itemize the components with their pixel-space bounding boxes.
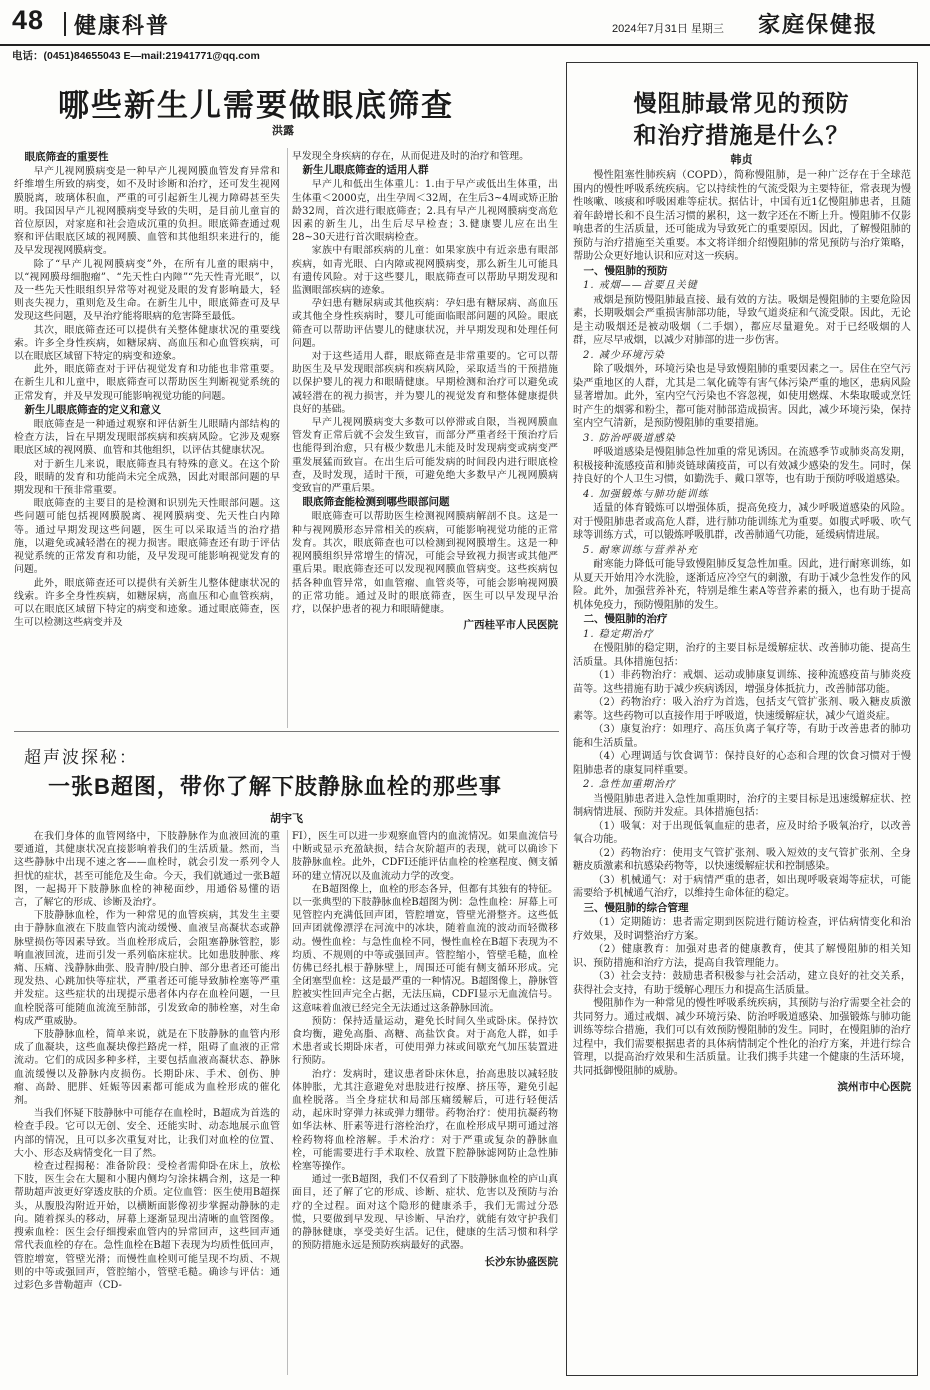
paragraph: 适量的体育锻炼可以增强体质，提高免疫力，减少呼吸道感染的风险。对于慢阻肺患者或高危人群，进行肺功能训练尤为重要。如腹式呼吸、吹气球等训练方式，可以锻炼呼吸肌群，改善肺通气功能，延缓病情进展。 bbox=[573, 503, 911, 541]
paragraph: （3）社会支持：鼓励患者积极参与社会活动，建立良好的社交关系，获得社会支持，有助于缓解心理压力和提高生活质量。 bbox=[573, 971, 911, 996]
masthead bbox=[0, 0, 930, 46]
paragraph: 此外，眼底筛查对于评估视觉发育和功能也非常重要。在新生儿和儿童中，眼底筛查可以帮助医生判断视觉系统的正常发育，并及早发现可能影响视觉功能的问题。 bbox=[14, 364, 280, 402]
paragraph: 对于新生儿来说，眼底筛查具有特殊的意义。在这个阶段，眼睛的发育和功能尚未完全成熟，因此对眼部问题的早期发现和干预非常重要。 bbox=[14, 458, 280, 497]
paragraph: 戒烟是预防慢阻肺最直接、最有效的方法。吸烟是慢阻肺的主要危险因素，长期吸烟会严重损害肺部功能，导致气道炎症和气流受限。因此，无论是主动吸烟还是被动吸烟（二手烟），都应尽量避免。对于已经吸烟的人群，应尽早戒烟，以减少对肺部的进一步伤害。 bbox=[573, 294, 911, 346]
paragraph: 下肢静脉血栓，作为一种常见的血管疾病，其发生主要由于静脉血液在下肢血管内流动缓慢、血液呈高凝状态或静脉壁损伤等因素导致。当血栓形成后，会阻塞静脉管腔，影响血液回流，进而引发一系列临床症状。比如患肢肿胀、疼痛、压痛、浅静脉曲张、股青肿/股白肿、部分患者还可能出现发热、心跳加快等症状，严重者还可能导致肺栓塞等严重并发症。这些症状的出现提示患者体内存在血栓问题，一旦血栓脱落可能随血流流至肺部，引发致命的肺栓塞，对生命构成严重威胁。 bbox=[14, 910, 280, 1027]
article3-author: 韩贞 bbox=[730, 154, 753, 166]
article2-column-1 bbox=[14, 830, 280, 1375]
paragraph: 早产儿视网膜病变是一种早产儿视网膜血管发育异常和纤维增生所致的病变，如不及时诊断和治疗，还可发生视网膜脱离，玻璃体积血，严重的可引起新生儿视力障碍甚至失明。我国因早产儿视网膜病变导致的失明，是目前儿童盲的首位原因，对家庭和社会造成沉重的负担。眼底筛查通过观察和评估眼底区域的视网膜、血管和其他组织来进行的，能及早发现视网膜病变。 bbox=[14, 166, 280, 257]
paragraph: （4）心理调适与饮食调节：保持良好的心态和合理的饮食习惯对于慢阻肺患者的康复同样重要。 bbox=[573, 751, 911, 776]
publication-name: 家庭保健报 bbox=[758, 12, 879, 38]
source-credit: 广西桂平市人民医院 bbox=[463, 619, 558, 632]
paragraph: 眼底筛查可以帮助医生检测视网膜病解剖不良。这是一种与视网膜形态异常相关的疾病，可能影响视觉功能的正常发育。其次，眼底筛查也可以检测到视网膜增生。这是一种视网膜组织异常增生的情况，可能会导致视力损害或其他严重后果。眼底筛查还可以发现视网膜血管病变。这些疾病包括各种血管异常，如血管瘤、血管炎等，可能会影响视网膜的正常功能。通过及时的眼底筛查，医生可以早发现早治疗，以保护患者的视力和眼睛健康。 bbox=[292, 511, 558, 615]
paragraph: （1）定期随访：患者需定期到医院进行随访检查，评估病情变化和治疗效果，及时调整治疗方案。 bbox=[573, 917, 911, 942]
numbered-subheading: 1. 稳定期治疗 bbox=[583, 628, 654, 640]
paragraph: 通过一张B超图，我们不仅看到了下肢静脉血栓的庐山真面目，还了解了它的形成、诊断、症状、危害以及预防与治疗的全过程。面对这个隐形的健康杀手，我们无需过分恐慌，只要做到早发现、早诊断、早治疗，就能有效守护我们的静脉健康，享受美好生活。记住，健康的生活习惯和科学的预防措施永远是预防疾病最好的武器。 bbox=[292, 1174, 558, 1252]
subheading: 二、慢阻肺的治疗 bbox=[583, 613, 668, 625]
numbered-subheading: 4. 加强锻炼与肺功能训练 bbox=[583, 488, 709, 500]
section-divider bbox=[14, 731, 559, 732]
paragraph: 家族中有眼部疾病的儿童：如果家族中有近亲患有眼部疾病，如青光眼、白内障或视网膜病变，那么新生儿可能具有遗传风险。对于这些婴儿，眼底筛查可以帮助早期发现和监测眼部疾病的迹象。 bbox=[292, 245, 558, 297]
paragraph: 当慢阻肺患者进入急性加重期时，治疗的主要目标是迅速缓解症状、控制病情进展、预防并发症。具体措施包括： bbox=[573, 793, 911, 818]
page-number: 48 bbox=[12, 5, 45, 35]
paragraph: 除了“早产儿视网膜病变”外，在所有儿童的眼病中，以“视网膜母细胞瘤”、“先天性白内障”“先天性青光眼”，以及一些先天性眼组织异常等对视觉及眼的发育影响最大，轻则丧失视力，重则危及生命。在新生儿中，眼底筛查可及早发现这些问题，及早治疗能将眼病的危害降至最低。 bbox=[14, 258, 280, 323]
article3-frame bbox=[566, 62, 918, 1376]
paragraph: 孕妇患有糖尿病或其他疾病：孕妇患有糖尿病、高血压或其他全身性疾病时，婴儿可能面临眼部问题的风险。眼底筛查可以帮助评估婴儿的健康状况，并早期发现和处理任何问题。 bbox=[292, 298, 558, 349]
article1-title: 哪些新生儿需要做眼底筛查 bbox=[58, 88, 454, 123]
paragraph: 耐寒能力降低可能导致慢阻肺反复急性加重。因此，进行耐寒训练，如从夏天开始用冷水洗脸，逐渐适应冷空气的刺激，有助于减少急性发作的风险。此外，加强营养补充，特别是维生素A等营养素的摄入，也有助于提高机体免疫力，预防慢阻肺的发生。 bbox=[573, 559, 911, 611]
paragraph: 慢性阻塞性肺疾病（COPD），简称慢阻肺，是一种广泛存在于全球范围内的慢性呼吸系统疾病。它以持续性的气流受限为主要特征，常表现为慢性咳嗽、咳痰和呼吸困难等症状。据估计，中国有近1亿慢阻肺患者，且随着年龄增长和不良生活习惯的累积，这一数字还在不断上升。慢阻肺不仅影响患者的生活质量，还可能成为导致死亡的重要原因。因此，了解慢阻肺的预防与治疗措施至关重要。本文将详细介绍慢阻肺的常见预防与治疗策略，帮助公众更好地认识和应对这一疾病。 bbox=[573, 170, 911, 262]
publication-date: 2024年7月31日 星期三 bbox=[612, 23, 724, 35]
article2-author: 胡宇飞 bbox=[270, 813, 303, 825]
article2-column-2 bbox=[292, 830, 558, 1375]
source-credit: 长沙东协盛医院 bbox=[484, 1255, 558, 1268]
paragraph: 下肢静脉血栓，简单来说，就是在下肢静脉的血管内形成了血凝块，这些血凝块像拦路虎一样，阻碍了血液的正常流动。它们的成因多种多样，主要包括血液高凝状态、静脉血流缓慢以及静脉内皮损伤。长期卧床、手术、创伤、肿瘤、高龄、肥胖、妊娠等因素都可能成为血栓形成的催化剂。 bbox=[14, 1029, 280, 1107]
article3-title-line-2: 和治疗措施是什么？ bbox=[633, 122, 850, 148]
column-divider bbox=[287, 148, 288, 728]
paragraph: 早产儿视网膜病变大多数可以停滞或自限，当视网膜血管发育正常后就不会发生致盲，而部分严重者经干预治疗后也能得到治愈，只有极少数患儿未能及时发现病变或病变严重发展猛而致盲。在出生后可能发病的时间段内进行眼底检查，及时发现，适时干预，可避免绝大多数早产儿视网膜病变致盲的严重后果。 bbox=[292, 417, 558, 495]
source-credit: 滨州市中心医院 bbox=[837, 1081, 911, 1093]
numbered-subheading: 3. 防治呼吸道感染 bbox=[583, 432, 676, 444]
paragraph-continued: FI），医生可以进一步观察血管内的血流情况。如果血流信号中断或显示充盈缺损，结合灰阶超声的表现，就可以确诊下肢静脉血栓。此外，CDFI还能评估血栓的栓塞程度、侧支循环的建立情况以及血流动力学的改变。 bbox=[292, 831, 558, 882]
subheading: 新生儿眼底筛查的适用人群 bbox=[302, 164, 429, 177]
paragraph: 当我们怀疑下肢静脉中可能存在血栓时，B超成为首选的检查手段。它可以无创、安全、还能实时、动态地展示血管内部的情况，且可以多次重复对比，让我们对血栓的位置、大小、形态及病情变化一目了然。 bbox=[14, 1108, 280, 1159]
paragraph: 其次，眼底筛查还可以提供有关整体健康状况的重要线索。许多全身性疾病，如糖尿病、高血压和心血管疾病，可以在眼底区域留下特定的病变和迹象。 bbox=[14, 324, 280, 363]
subheading: 新生儿眼底筛查的定义和意义 bbox=[24, 403, 161, 416]
article3-body bbox=[573, 169, 911, 1371]
article1-column-1 bbox=[14, 150, 280, 728]
paragraph: （1）非药物治疗：戒烟、运动或肺康复训练、接种流感疫苗与肺炎疫苗等。这些措施有助于减少疾病诱因，增强身体抵抗力，改善肺部功能。 bbox=[573, 670, 911, 695]
article2-title: 一张B超图，带你了解下肢静脉血栓的那些事 bbox=[48, 774, 502, 799]
masthead-divider bbox=[64, 12, 66, 36]
paragraph: （2）药物治疗：使用支气管扩张剂、吸入短效的支气管扩张剂、全身糖皮质激素和抗感染药物等，以快速缓解症状和控制感染。 bbox=[573, 847, 911, 872]
article1-author: 洪露 bbox=[272, 125, 294, 137]
subheading: 三、慢阻肺的综合管理 bbox=[583, 901, 689, 914]
paragraph: 除了吸烟外，环境污染也是导致慢阻肺的重要因素之一。居住在空气污染严重地区的人群，尤其是二氧化硫等有害气体污染严重的地区，患病风险显著增加。此外，室内空气污染也不容忽视，如使用燃煤、木柴取暖或烹饪时产生的烟雾和粉尘，都可能对肺部造成损害。因此，减少环境污染，保持室内空气清新，是预防慢阻肺的重要措施。 bbox=[573, 364, 911, 429]
paragraph: 慢阻肺作为一种常见的慢性呼吸系统疾病，其预防与治疗需要全社会的共同努力。通过戒烟、减少环境污染、防治呼吸道感染、加强锻炼与肺功能训练等综合措施，我们可以有效预防慢阻肺的发生。同时，在慢阻肺的治疗过程中，我们需要根据患者的具体病情制定个性化的治疗方案，并进行综合管理，以提高治疗效果和生活质量。让我们携手共建一个健康的生活环境，共同抵御慢阻肺的威胁。 bbox=[573, 998, 911, 1077]
subheading: 眼底筛查的重要性 bbox=[24, 151, 109, 163]
paragraph: 眼底筛查是一种通过观察和评估新生儿眼睛内部结构的检查方法，旨在早期发现眼部疾病和疾病风险。它涉及观察眼底区域的视网膜、血管和其他组织，以评估其健康状况。 bbox=[14, 419, 280, 457]
paragraph: 检查过程揭秘：准备阶段：受检者需仰卧在床上，放松下肢，医生会在大腿和小腿内侧均匀涂抹耦合剂，这是一种帮助超声波更好穿透皮肤的介质。定位血管：医生使用B超探头，从腹股沟附近开始，以横断面影像初步掌握动静脉的走向。随着探头的移动，屏幕上逐渐显现出清晰的血管图像。搜索血栓：医生会仔细搜索血管内的异常回声，这些回声通常代表血栓的存在。急性血栓在B超下表现为均质性低回声，管腔增宽，管壁光滑；而慢性血栓则可能呈现不均质、不规则的中等或强回声，管腔缩小，管壁毛糙。确诊与评估：通过彩色多普勒超声（CD- bbox=[14, 1161, 280, 1291]
column-divider bbox=[287, 830, 288, 1375]
paragraph: 此外，眼底筛查还可以提供有关新生儿整体健康状况的线索。许多全身性疾病，如糖尿病，高血压和心血管疾病，可以在眼底区域留下特定的病变和迹象。通过眼底筛查，医生可以检测这些病变并及 bbox=[14, 577, 280, 629]
numbered-subheading: 2. 急性加重期治疗 bbox=[583, 779, 676, 790]
paragraph: （2）药物治疗：吸入治疗为首选，包括支气管扩张剂、吸入糖皮质激素等。这些药物可以直接作用于呼吸道，快速缓解症状，减少气道炎症。 bbox=[573, 697, 911, 722]
paragraph: 在慢阻肺的稳定期，治疗的主要目标是缓解症状、改善肺功能、提高生活质量。具体措施包括： bbox=[573, 643, 911, 668]
subheading: 一、慢阻肺的预防 bbox=[583, 264, 668, 277]
article2-kicker: 超声波探秘： bbox=[24, 748, 138, 768]
paragraph: 眼底筛查的主要目的是检测和识别先天性眼部问题。这些问题可能包括视网膜脱离、视网膜病变、先天性白内障等。通过早期发现这些问题，医生可以采取适当的治疗措施，以避免或减轻潜在的视力损害。眼底筛查还有助于评估视觉系统的正常发育和功能，及早发现可能影响视觉发育的问题。 bbox=[14, 498, 280, 576]
paragraph: 对于这些适用人群，眼底筛查是非常重要的。它可以帮助医生及早发现眼部疾病和疾病风险，采取适当的干预措施以保护婴儿的视力和眼睛健康。早期检测和治疗可以避免或减轻潜在的视力损害，并为婴儿的视觉发育和整体健康提供良好的基础。 bbox=[292, 351, 558, 415]
paragraph: 早产儿和低出生体重儿：1.由于早产或低出生体重，出生体重＜2000克，出生孕周＜32周，在生后3~4周或矫正胎龄32周，首次进行眼底筛查；2.具有早产儿视网膜病变高危因素的新生儿，出生后尽早检查；3.健康婴儿应在出生28~30天进行首次眼病检查。 bbox=[292, 179, 558, 244]
article3-title-line-1: 慢阻肺最常见的预防 bbox=[633, 90, 850, 116]
numbered-subheading: 1. 戒烟——首要且关键 bbox=[583, 280, 698, 291]
paragraph: 预防：保持适量运动，避免长时间久坐或卧床。保持饮食均衡，避免高脂、高糖、高盐饮食。对于高危人群，如手术患者或长期卧床者，可使用弹力袜或间歇充气加压装置进行预防。 bbox=[292, 1015, 558, 1067]
paragraph: （2）健康教育：加强对患者的健康教育，使其了解慢阻肺的相关知识、预防措施和治疗方法，提高自我管理能力。 bbox=[573, 944, 911, 969]
numbered-subheading: 5. 耐寒训练与营养补充 bbox=[583, 544, 698, 556]
subheading: 眼底筛查能检测到哪些眼部问题 bbox=[302, 496, 450, 509]
section-name: 健康科普 bbox=[74, 13, 171, 39]
paragraph: 在我们身体的血管网络中，下肢静脉作为血液回流的重要通道，其健康状况直接影响着我们的生活质量。然而，当这些静脉中出现不速之客——血栓时，就会引发一系列令人担忧的症状，甚至可能危及生命。今天，我们就通过一张B超图，一起揭开下肢静脉血栓的神秘面纱，用通俗易懂的语言，了解它的形成、诊断及治疗。 bbox=[14, 831, 280, 909]
paragraph: （3）康复治疗：如理疗、高压负离子氧疗等，有助于改善患者的肺功能和生活质量。 bbox=[573, 724, 911, 749]
paragraph: 治疗：发病时，建议患者卧床休息，抬高患肢以减轻肢体肿胀，尤其注意避免对患肢进行按摩、挤压等，避免引起血栓脱落。当全身症状和局部压痛缓解后，可进行轻便活动，起床时穿弹力袜或弹力绷带。药物治疗：使用抗凝药物如华法林、肝素等进行溶栓治疗，在血栓形成早期可通过溶栓药物将血栓溶解。手术治疗：对于严重或复杂的静脉血栓，可能需要进行手术取栓、放置下腔静脉滤网防止急性肺栓塞等操作。 bbox=[292, 1068, 558, 1173]
paragraph: 呼吸道感染是慢阻肺急性加重的常见诱因。在流感季节或肺炎高发期，积极接种流感疫苗和肺炎链球菌疫苗，可以有效减少感染的发生。同时，保持良好的个人卫生习惯，如勤洗手、戴口罩等，也有助于预防呼吸道感染。 bbox=[573, 447, 911, 485]
paragraph: （3）机械通气：对于病情严重的患者，如出现呼吸衰竭等症状，可能需要给予机械通气治疗，以维持生命体征的稳定。 bbox=[573, 874, 911, 899]
article1-column-2 bbox=[292, 150, 558, 728]
numbered-subheading: 2. 减少环境污染 bbox=[583, 349, 665, 361]
paragraph: （1）吸氧：对于出现低氧血症的患者，应及时给予吸氧治疗，以改善氧合功能。 bbox=[573, 820, 911, 845]
paragraph-continued: 早发现全身疾病的存在，从而促进及时的治疗和管理。 bbox=[292, 151, 530, 162]
paragraph: 在B超图像上，血栓的形态各异，但都有其独有的特征。以一张典型的下肢静脉血栓B超图为例：急性血栓：屏幕上可见管腔内充满低回声团，管腔增宽，管壁光滑整齐。这些低回声团就像漂浮在河流中的冰块，随着血流的波动而轻微移动。慢性血栓：与急性血栓不同，慢性血栓在B超下表现为不均质、不规则的中等或强回声。管腔缩小，管壁毛糙，血栓仿佛已经扎根于静脉壁上，周围还可能有侧支循环形成。完全闭塞型血栓：这是最严重的一种情况。B超图像上，静脉管腔被实性回声完全占据，无法压扁，CDFI显示无血流信号。这意味着血液已经完全无法通过这条静脉回流。 bbox=[292, 883, 558, 1014]
contact-line: 电话：(0451)84655043 E—mail:21941771@qq.com bbox=[12, 50, 260, 62]
